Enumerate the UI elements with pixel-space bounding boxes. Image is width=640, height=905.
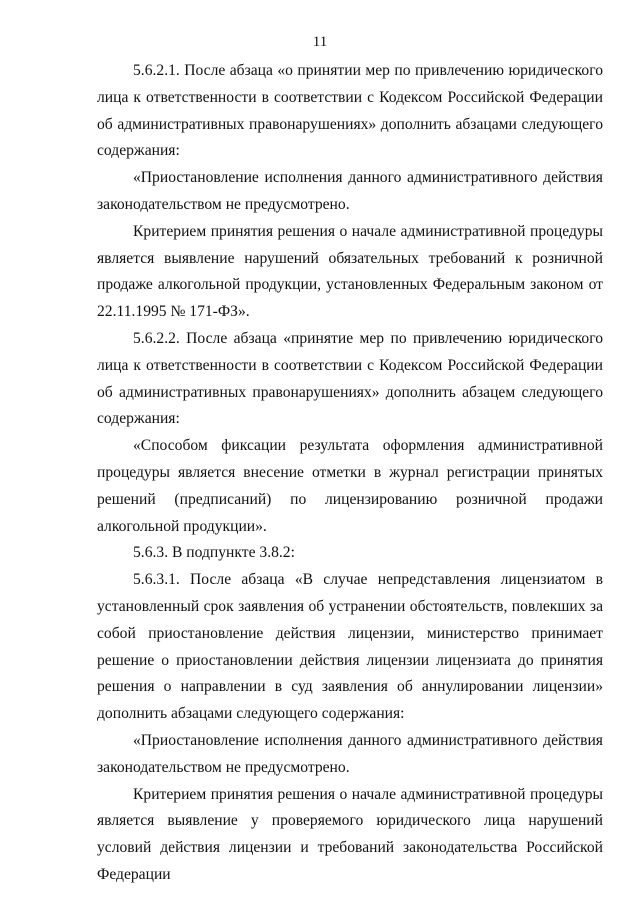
paragraph-suspension-note-1: «Приостановление исполнения данного административного действия законодательством не предусмотрено. <box>97 169 603 213</box>
paragraph-5-6-2-2: 5.6.2.2. После абзаца «принятие мер по привлечению юридического лица к ответственности в соответствии с Кодексом Российской Федерации об административных правонарушениях» дополнить абзацем следующего содержания: <box>97 329 603 428</box>
page-number: 11 <box>312 34 328 50</box>
paragraph-5-6-3-1: 5.6.3.1. После абзаца «В случае непредставления лицензиатом в установленный срок заявления об устранении обстоятельств, повлекших за собой приостановление действия лицензии, министерство принимает решение о приостановлении действия лицензии лицензиата до принятия решения о направлении в суд заявления об аннулировании лицензии» дополнить абзацами следующего содержания: <box>97 571 603 723</box>
paragraph-5-6-2-1: 5.6.2.1. После абзаца «о принятии мер по привлечению юридического лица к ответственности в соответствии с Кодексом Российской Федерации об административных правонарушениях» дополнить абзацами следующего содержания: <box>97 62 603 160</box>
paragraph-fixation-method: «Способом фиксации результата оформления административной процедуры является внесение отметки в журнал регистрации принятых решений (предписаний) по лицензированию розничной продажи алкогольной продукции». <box>97 437 603 535</box>
paragraph-suspension-note-2: «Приостановление исполнения данного административного действия законодательством не предусмотрено. <box>97 731 603 776</box>
paragraph-criterion-2: Критерием принятия решения о начале административной процедуры является выявление у проверяемого юридического лица нарушений условий действия лицензии и требований законодательства Российской Федерации <box>97 785 603 883</box>
paragraph-criterion-1: Критерием принятия решения о начале административной процедуры является выявление нарушений обязательных требований к розничной продаже алкогольной продукции, установленных Федеральным законом от 22.11.1995 № 171-ФЗ». <box>97 222 603 321</box>
document-body <box>97 58 603 889</box>
paragraph-5-6-3: 5.6.3. В подпункте 3.8.2: <box>133 544 295 562</box>
